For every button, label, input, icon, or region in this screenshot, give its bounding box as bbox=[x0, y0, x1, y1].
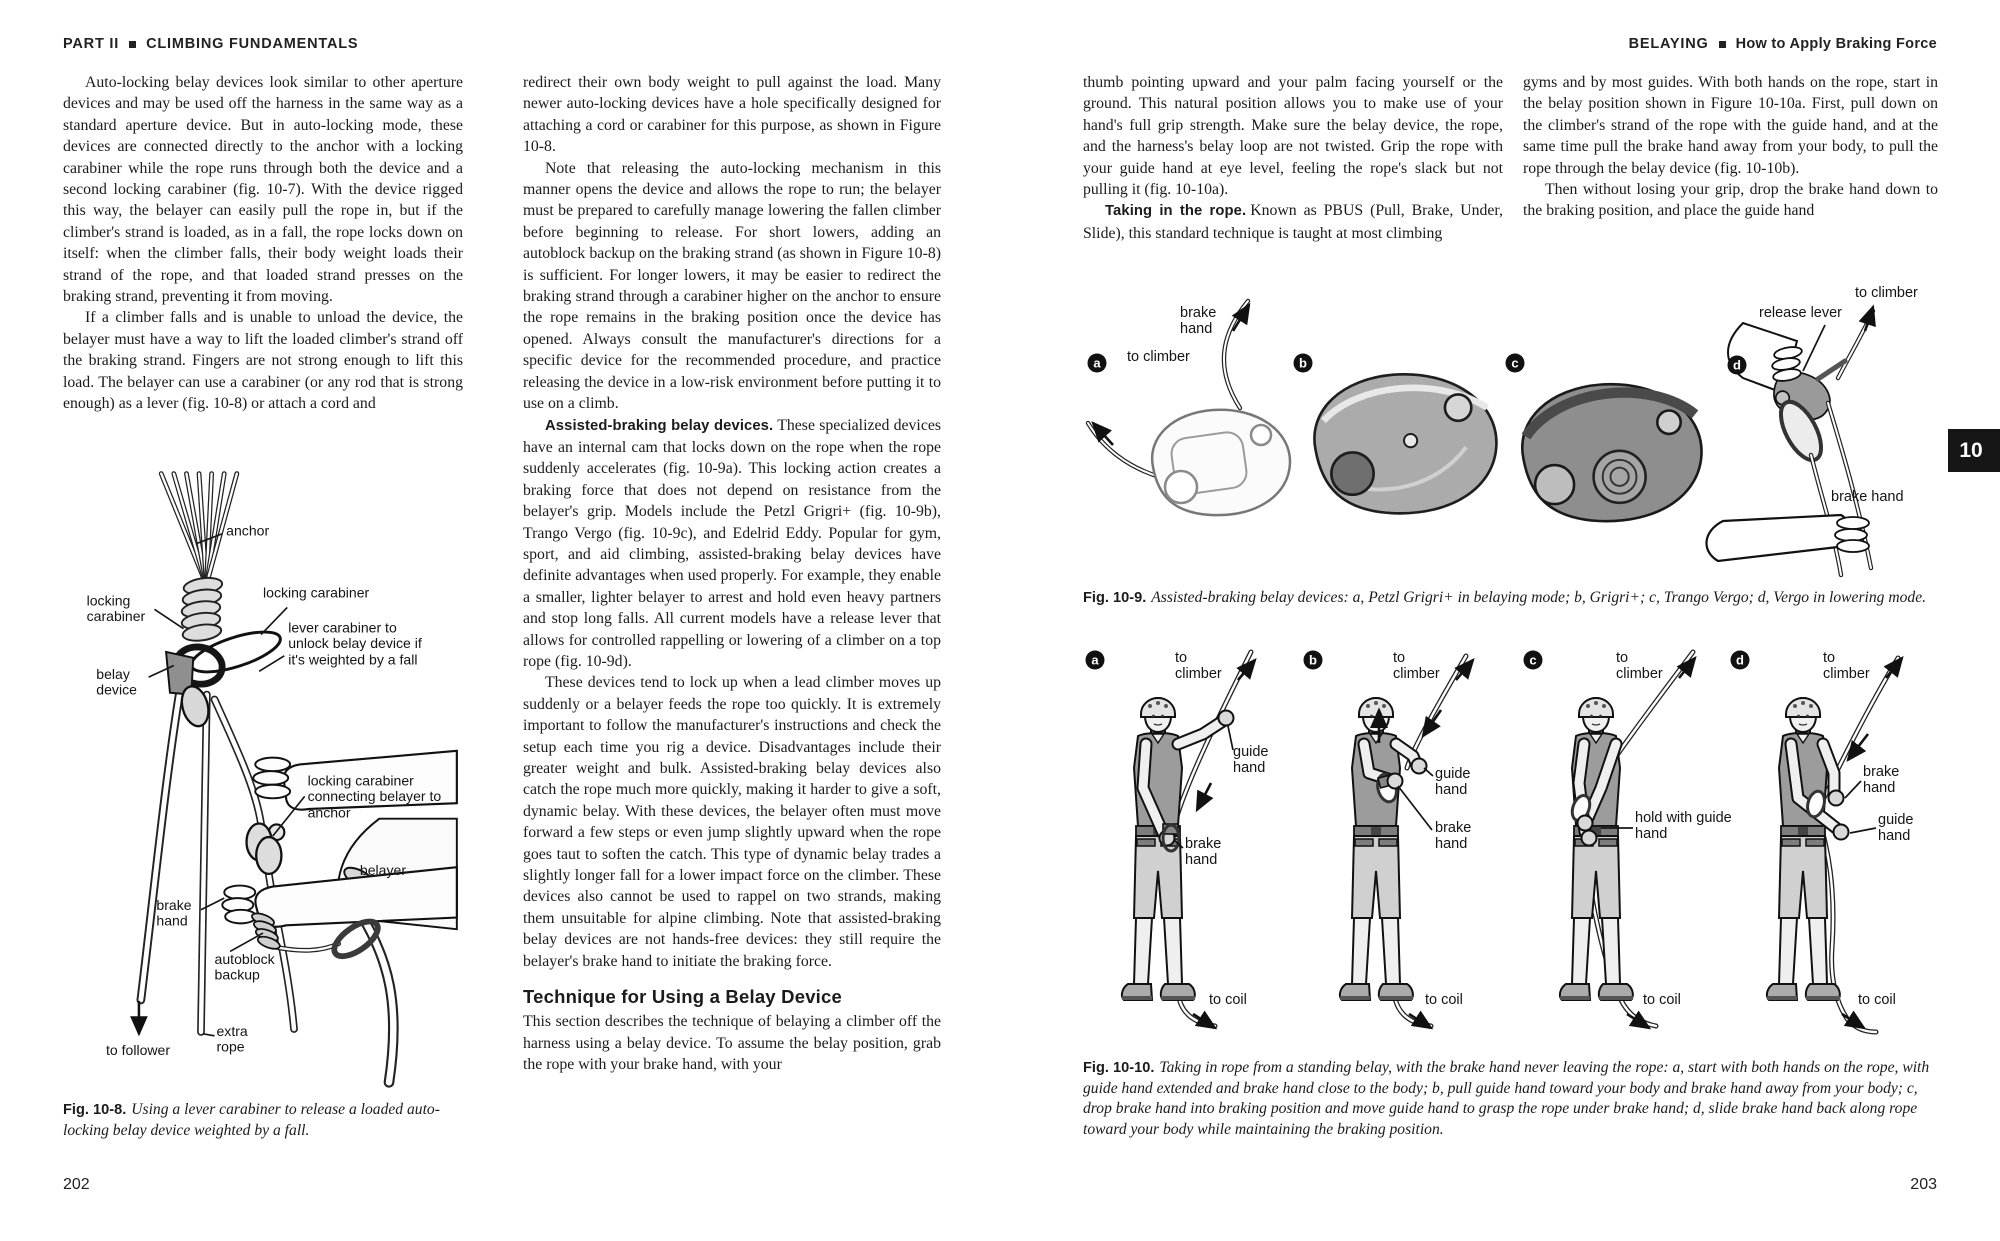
caption-text: Taking in rope from a standing belay, with the brake hand never leaving the rope: a, start with both hands on the rope, with guide hand extended and brake hand close to the body; b, pull guide hand toward your body and brake hand away from your body; c, drop brake hand into braking position and move guide hand to grasp the rope under brake hand; d, slide brake hand back along rope toward your body while maintaining the braking position. bbox=[1083, 1059, 1930, 1138]
figure-10-10-caption bbox=[1083, 1058, 1939, 1140]
fig10-panel-a bbox=[1086, 650, 1296, 1032]
caption-label: Fig. 10-8. bbox=[63, 1102, 127, 1118]
figure-label-brake-hand: brake hand bbox=[1185, 836, 1222, 869]
svg-text:a: a bbox=[1091, 652, 1099, 668]
device-b-grigri bbox=[1314, 374, 1496, 513]
figure-10-10-illustration bbox=[1083, 648, 1943, 1048]
paragraph: Note that releasing the auto-locking mechanism in this manner opens the device and allows the rope to run; the belayer must be prepared to carefully manage lowering the fallen climber before beginning to release. For short lowers, adding an autoblock backup on the braking strand (as shown in Figure 10-8) is sufficient. For longer lowers, it may be easier to redirect the braking strand through a carabiner higher on the anchor to ensure the rope remains in the braking position once the device has opened. Always consult the manufacturer's directions for a specific device for the recommended procedure, and practice releasing the device in a low-risk environment before putting it to use on a climb. bbox=[523, 159, 941, 413]
figure-10-8-illustration bbox=[63, 462, 463, 1092]
chapter-tab: 10 bbox=[1948, 429, 2000, 472]
figure-label-brake-hand: brake hand bbox=[1863, 764, 1900, 797]
paragraph: thumb pointing upward and your palm facing yourself or the ground. This natural position allows you to make use of your hand's full grip strength. Make sure the belay device, the rope, and the harness's belay loop are not twisted. Grip the rope with your guide hand at eye level, feeling the rope's slack but not pulling it (fig. 10-10a). bbox=[1083, 74, 1503, 199]
paragraph-text: Known as PBUS (Pull, Brake, Under, Slide), this standard technique is taught at most climbing bbox=[1083, 202, 1503, 242]
figure-label-guide-hand: guide hand bbox=[1878, 812, 1914, 845]
square-separator-icon bbox=[1719, 41, 1726, 48]
right-page-column-2 bbox=[1523, 72, 1938, 222]
right-page-column-1 bbox=[1083, 72, 1503, 244]
running-head-left bbox=[63, 36, 358, 52]
paragraph: Then without losing your grip, drop the brake hand down to the braking position, and place the guide hand bbox=[1523, 181, 1938, 220]
paragraph-lead: Taking in the rope. bbox=[1105, 203, 1247, 220]
left-page-column-1 bbox=[63, 72, 463, 415]
masterpoint-knot bbox=[181, 576, 223, 643]
figure-label-to-coil: to coil bbox=[1425, 992, 1463, 1008]
fig10-panel-d bbox=[1731, 650, 1941, 1032]
figure-label-to-coil: to coil bbox=[1209, 992, 1247, 1008]
figure-eight-knot bbox=[247, 824, 285, 874]
figure-label-to-climber: to climber bbox=[1616, 650, 1663, 683]
caption-label: Fig. 10-10. bbox=[1083, 1060, 1155, 1076]
running-head-chapter: BELAYING bbox=[1628, 36, 1709, 52]
figure-label-lever-carabiner: lever carabiner to unlock belay device if it's weighted by a fall bbox=[288, 620, 422, 669]
paragraph: redirect their own body weight to pull against the load. Many newer auto-locking devices have a hole specifically designed for attaching a cord or carabiner for this purpose, as shown in Figure 10-8. bbox=[523, 74, 941, 156]
figure-label-release-lever: release lever bbox=[1759, 305, 1843, 321]
paragraph: This section describes the technique of belaying a climber off the harness using a belay device. To assume the belay position, grab the rope with your brake hand, with your bbox=[523, 1013, 941, 1074]
figure-label-brake-hand: brake hand bbox=[1435, 820, 1472, 853]
running-head-title: CLIMBING FUNDAMENTALS bbox=[146, 36, 359, 52]
figure-label-guide-hand: guide hand bbox=[1233, 744, 1269, 777]
svg-text:d: d bbox=[1736, 652, 1744, 668]
svg-text:b: b bbox=[1299, 355, 1307, 371]
square-separator-icon bbox=[129, 41, 136, 48]
caption-text: Assisted-braking belay devices: a, Petzl Grigri+ in belaying mode; b, Grigri+; c, Trango Vergo; d, Vergo in lowering mode. bbox=[1151, 589, 1927, 606]
lower-forearm bbox=[1707, 515, 1851, 561]
svg-text:a: a bbox=[1093, 355, 1101, 371]
paragraph-lead: Assisted-braking belay devices. bbox=[545, 417, 774, 434]
figure-label-to-climber: to climber bbox=[1855, 285, 1918, 301]
device-d-vergo-lowering bbox=[1707, 307, 1873, 575]
page-number-right: 203 bbox=[1910, 1176, 1937, 1193]
figure-label-extra-rope: extra rope bbox=[216, 1024, 248, 1056]
figure-10-9-illustration bbox=[1083, 283, 1941, 583]
figure-label-to-climber: to climber bbox=[1175, 650, 1222, 683]
caption-text: Using a lever carabiner to release a loaded auto-locking belay device weighted by a fall. bbox=[63, 1101, 440, 1139]
running-head-title: How to Apply Braking Force bbox=[1735, 36, 1937, 52]
page-number-left: 202 bbox=[63, 1176, 90, 1193]
svg-text:c: c bbox=[1511, 355, 1519, 371]
figure-label-locking-carabiner-left: locking carabiner bbox=[86, 593, 146, 626]
fig10-panel-b bbox=[1304, 650, 1498, 1032]
paragraph: Auto-locking belay devices look similar to other aperture devices and may be used off the harness in the same way as a standard aperture device. But in auto-locking mode, these devices are connected directly to the anchor with a locking carabiner while the rope runs through both the device and a second locking carabiner (fig. 10-7). With the device rigged this way, the belayer can easily pull the rope in, but if the climber's strand is loaded, as in a fall, the rope locks down on itself: when the climber falls, their body weight loads their strand of the rope, and that loaded strand presses on the braking strand, preventing it from moving. bbox=[63, 74, 463, 306]
running-head-right bbox=[1083, 36, 1937, 52]
fig10-panel-c bbox=[1524, 650, 1736, 1032]
figure-label-to-climber: to climber bbox=[1127, 349, 1190, 365]
paragraph bbox=[1083, 200, 1503, 244]
figure-label-autoblock-backup: autoblock backup bbox=[214, 952, 275, 984]
device-c-trango-vergo bbox=[1522, 384, 1701, 521]
figure-label-to-climber: to climber bbox=[1823, 650, 1870, 683]
svg-text:c: c bbox=[1529, 652, 1537, 668]
paragraph-text: These specialized devices have an internal cam that locks down on the rope when the rope suddenly accelerates (fig. 10-9a). This locking action creates a braking force that does not depend on resistance from the belayer's grip. Models include the Petzl Grigri+ (fig. 10-9b), Trango Vergo (fig. 10-9c), and Edelrid Eddy. Popular for gym, sport, and aid climbing, assisted-braking belay devices have definite advantages when used properly. For example, they enable a smaller, lighter belayer to arrest and hold even heavy partners and stop long falls. All current models have a release lever that allows for controlled rappelling or lowering of a climber on a top rope (fig. 10-9d). bbox=[523, 416, 941, 670]
paragraph: These devices tend to lock up when a lead climber moves up suddenly or a belayer feeds the rope too quickly. It is extremely important to follow the manufacturer's instructions and check the setup each time you rig a device. Disadvantages include their greater weight and bulk. Assisted-braking belay devices also catch the rope much more quickly, making it harder to give a soft, dynamic belay. With these devices, the belayer often must move forward a few steps or even jump slightly upward when the rope goes taut to soften the catch. This type of dynamic belay trades a slightly longer fall for a lower impact force on the climber. These devices also cannot be used to rappel on two strands, making them unsuitable for alpine climbing. Note that assisted-braking belay devices are not hands-free devices: they still require the belayer's brake hand to initiate the braking force. bbox=[523, 674, 941, 970]
figure-label-belayer: belayer bbox=[359, 863, 407, 879]
figure-label-to-coil: to coil bbox=[1643, 992, 1681, 1008]
figure-label-to-follower: to follower bbox=[105, 1043, 171, 1060]
figure-label-to-coil: to coil bbox=[1858, 992, 1896, 1008]
figure-label-anchor: anchor bbox=[226, 524, 270, 540]
figure-10-9-caption bbox=[1083, 588, 1939, 609]
figure-label-belay-device: belay device bbox=[96, 667, 137, 699]
figure-label-to-climber: to climber bbox=[1393, 650, 1440, 683]
figure-label-hold-with-guide-hand: hold with guide hand bbox=[1635, 810, 1732, 843]
paragraph: gyms and by most guides. With both hands on the rope, start in the belay position shown in Figure 10-10a. First, pull down on the climber's strand of the rope with the guide hand, and at the same time pull the brake hand away from your body, to pull the rope through the belay device (fig. 10-10b). bbox=[1523, 74, 1938, 177]
svg-text:b: b bbox=[1309, 652, 1317, 668]
figure-label-brake-hand: brake hand bbox=[1180, 305, 1217, 338]
figure-label-locking-carabiner-right: locking carabiner bbox=[263, 586, 370, 602]
figure-10-8-caption bbox=[63, 1100, 458, 1141]
paragraph: If a climber falls and is unable to unload the device, the belayer must have a way to lift the loaded climber's strand off the braking strand. Fingers are not strong enough to lift this load. The belayer can use a carabiner (or any rod that is strong enough) as a lever (fig. 10-8) or attach a cord and bbox=[63, 309, 463, 413]
caption-label: Fig. 10-9. bbox=[1083, 590, 1147, 606]
section-heading: Technique for Using a Belay Device bbox=[523, 986, 842, 1008]
figure-label-brake-hand: brake hand bbox=[1831, 489, 1904, 505]
left-page-column-2 bbox=[523, 72, 941, 1076]
figure-label-brake-hand: brake hand bbox=[156, 898, 192, 930]
figure-label-connecting-carabiner: locking carabiner connecting belayer to anchor bbox=[307, 774, 442, 822]
running-head-part: PART II bbox=[63, 36, 120, 52]
paragraph bbox=[523, 415, 941, 673]
svg-text:d: d bbox=[1733, 357, 1741, 373]
figure-label-guide-hand: guide hand bbox=[1435, 766, 1471, 799]
